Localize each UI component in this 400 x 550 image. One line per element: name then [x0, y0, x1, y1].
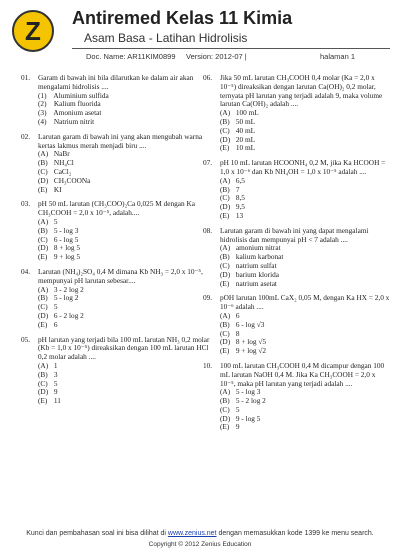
- option-letter: (A): [220, 310, 231, 320]
- answer-option: [220, 194, 392, 203]
- option-text: 20 mL: [235, 134, 256, 144]
- footer-note: [0, 530, 400, 537]
- answer-option: [220, 212, 392, 221]
- option-text: 8: [235, 328, 240, 338]
- option-letter: (B): [220, 116, 230, 126]
- question-item: [203, 360, 392, 432]
- question-stem: Larutan (NH₄)₂SO₄ 0,4 M dimana Kb NH₃ = 2,0 x 10⁻⁵, mempunyai pH larutan sebesar....: [38, 266, 203, 285]
- answer-option: [38, 321, 210, 330]
- document-subtitle: Asam Basa - Latihan Hidrolisis: [84, 31, 248, 45]
- option-letter: (D): [38, 310, 49, 320]
- option-text: 8 + log √5: [235, 337, 267, 347]
- option-letter: (4): [38, 116, 47, 126]
- answer-option: [220, 280, 392, 289]
- question-number: 04.: [21, 266, 31, 276]
- right-question-column: [203, 73, 392, 438]
- option-letter: (C): [38, 378, 48, 388]
- option-text: kalium karbonat: [235, 252, 284, 262]
- option-text: 5 - log 3: [53, 225, 79, 235]
- option-letter: (E): [220, 143, 230, 153]
- option-letter: (E): [220, 346, 230, 356]
- option-text: 5 - log 3: [235, 387, 261, 397]
- option-letter: (A): [220, 108, 231, 118]
- answer-option: [38, 177, 210, 186]
- option-text: KI: [53, 184, 62, 194]
- footer-text-pre: Kunci dan pembahasan soal ini bisa dilihat di: [26, 530, 166, 537]
- question-number: 10.: [203, 360, 213, 370]
- option-letter: (A): [38, 216, 49, 226]
- option-letter: (D): [38, 387, 49, 397]
- option-text: 9: [53, 387, 58, 397]
- option-letter: (2): [38, 99, 47, 109]
- answer-option: [220, 415, 392, 424]
- question-item: [21, 73, 213, 127]
- doc-version: Version: 2012-07 |: [186, 52, 247, 61]
- option-text: 7: [235, 184, 240, 194]
- page-number: halaman 1: [320, 52, 356, 61]
- question-stem: 100 mL larutan CH₃COOH 0,4 M dicampur dengan 100 mL larutan NaOH 0,4 M. Jika Ka CH₃COOH = 2,0 x 10⁻⁵, maka pH larutan yang terjadi adalah ....: [220, 360, 385, 388]
- question-item: [203, 73, 392, 153]
- option-text: 9: [235, 422, 240, 432]
- question-number: 08.: [203, 225, 213, 235]
- option-letter: (B): [38, 158, 48, 168]
- option-text: 5: [53, 378, 58, 388]
- option-letter: (E): [38, 184, 48, 194]
- option-letter: (B): [220, 184, 230, 194]
- answer-option: [220, 186, 392, 195]
- answer-option: [220, 347, 392, 356]
- question-item: [203, 158, 392, 221]
- option-text: 3: [53, 369, 58, 379]
- option-text: 5: [53, 216, 58, 226]
- question-stem: pH 10 mL larutan HCOONH₄ 0,2 M, jika Ka HCOOH = 1,0 x 10⁻⁶ dan Kb NH₄OH = 1,0 x 10⁻⁵ adalah ....: [220, 158, 386, 176]
- option-text: NH₄Cl: [53, 158, 74, 168]
- option-text: barium klorida: [235, 269, 279, 279]
- option-letter: (B): [38, 293, 48, 303]
- question-number: 03.: [21, 199, 31, 209]
- question-stem: pH larutan yang terjadi bila 100 mL larutan NH₃ 0,2 molar (Kb = 1,0 x 10⁻⁵) direaksikan dengan 100 mL larutan HCl 0,2 molar adalah ....: [38, 334, 210, 362]
- zenius-logo-icon: [12, 10, 54, 52]
- option-text: 3 - 2 log 2: [53, 284, 84, 294]
- question-number: 07.: [203, 158, 213, 168]
- option-text: 6 - log 5: [53, 234, 79, 244]
- question-item: [21, 131, 213, 195]
- option-text: 50 mL: [235, 116, 256, 126]
- option-text: 11: [53, 396, 61, 406]
- option-letter: (C): [220, 125, 230, 135]
- option-text: Natrium nitrit: [53, 116, 95, 126]
- question-number: 02.: [21, 131, 31, 141]
- option-text: natrium asetat: [235, 278, 277, 288]
- option-text: 9 + log 5: [53, 252, 81, 262]
- left-question-column: [21, 73, 213, 412]
- option-letter: (A): [220, 243, 231, 253]
- footer-text-post: dengan memasukkan kode 1399 ke menu search.: [218, 530, 374, 537]
- option-letter: (D): [220, 413, 231, 423]
- option-text: 6: [235, 310, 240, 320]
- question-stem: pH 50 mL larutan (CH₃COO)₂Ca 0,025 M dengan Ka CH₃COOH = 2,0 x 10⁻⁵, adalah....: [38, 199, 196, 218]
- question-number: 01.: [21, 73, 31, 82]
- option-text: Kalium fluorida: [53, 99, 101, 109]
- answer-option: [220, 144, 392, 153]
- question-number: 06.: [203, 73, 213, 82]
- option-text: 9 - log 5: [235, 413, 261, 423]
- option-letter: (E): [38, 396, 48, 406]
- option-letter: (A): [38, 360, 49, 370]
- option-letter: (E): [220, 278, 230, 288]
- question-item: [21, 266, 213, 330]
- option-text: CH₃COONa: [53, 175, 91, 185]
- option-text: 1: [53, 360, 58, 370]
- option-text: Aluminium sulfida: [53, 90, 109, 100]
- answer-option: [220, 321, 392, 330]
- option-text: 5: [235, 404, 240, 414]
- option-letter: (D): [38, 243, 49, 253]
- option-letter: (C): [220, 328, 230, 338]
- answer-option: [38, 380, 210, 389]
- option-text: 6: [53, 319, 58, 329]
- option-text: 6 - log √3: [235, 319, 265, 329]
- question-item: [203, 293, 392, 356]
- answer-option: [38, 388, 210, 397]
- header: [0, 0, 400, 62]
- option-text: Amonium asetat: [53, 108, 102, 118]
- option-text: 5 - 2 log 2: [235, 396, 266, 406]
- question-stem: pOH larutan 100mL CaX₂ 0,05 M, dengan Ka HX = 2,0 x 10⁻⁶ adalah ....: [220, 293, 390, 312]
- option-letter: (E): [220, 210, 230, 220]
- option-letter: (C): [38, 166, 48, 176]
- option-text: 40 mL: [235, 125, 256, 135]
- option-text: 8,5: [235, 193, 245, 203]
- option-letter: (E): [220, 422, 230, 432]
- option-letter: (B): [220, 319, 230, 329]
- option-text: 5 - log 2: [53, 293, 79, 303]
- answer-option: [38, 186, 210, 195]
- question-item: [21, 334, 213, 406]
- question-number: 05.: [21, 334, 31, 344]
- option-letter: (E): [38, 319, 48, 329]
- option-letter: (D): [220, 202, 231, 212]
- doc-name: Doc. Name: AR11KIM0899: [86, 52, 176, 61]
- option-letter: (B): [38, 369, 48, 379]
- option-letter: (E): [38, 252, 48, 262]
- option-letter: (D): [38, 175, 49, 185]
- answer-option: [220, 203, 392, 212]
- question-stem: Larutan garam di bawah ini yang akan mengubah warna kertas lakmus merah menjadi biru ....: [38, 131, 203, 150]
- option-letter: (1): [38, 90, 47, 100]
- option-letter: (B): [38, 225, 48, 235]
- question-stem: Jika 50 mL larutan CH₃COOH 0,4 molar (Ka = 2,0 x 10⁻⁵) direaksikan dengan larutan Ca(OH)₂ 0,2 molar, ternyata pH larutan yang terjadi adalah 9, maka volume larutan Ca(OH)₂ adalah ....: [220, 73, 383, 109]
- header-divider: [72, 48, 390, 49]
- option-text: 5: [53, 302, 58, 312]
- option-letter: (A): [220, 175, 231, 185]
- copyright: Copyright © 2012 Zenius Education: [148, 541, 252, 548]
- answer-option: [38, 293, 213, 303]
- option-text: CaCl₂: [53, 166, 72, 176]
- question-stem: Garam di bawah ini bila dilarutkan ke dalam air akan mengalami hidrolisis ....: [38, 73, 194, 91]
- answer-option: [38, 118, 210, 127]
- option-letter: (A): [38, 149, 49, 159]
- option-text: amonium nitrat: [235, 243, 281, 253]
- question-stem: Larutan garam di bawah ini yang dapat mengalami hidrolisis dan mempunyai pH < 7 adalah ....: [220, 225, 369, 244]
- option-text: 9 + log √2: [235, 346, 267, 356]
- logo-letter: Z: [25, 16, 41, 46]
- option-text: NaBr: [53, 149, 70, 159]
- option-text: 6 - 2 log 2: [53, 310, 84, 320]
- answer-option: [38, 253, 210, 262]
- option-letter: (C): [220, 260, 230, 270]
- option-letter: (3): [38, 108, 47, 118]
- option-text: 100 mL: [235, 108, 259, 118]
- option-letter: (C): [220, 404, 230, 414]
- answer-option: [220, 423, 392, 432]
- option-text: 13: [235, 210, 244, 220]
- option-letter: (D): [220, 337, 231, 347]
- option-letter: (B): [220, 396, 230, 406]
- option-text: 6,5: [235, 175, 245, 185]
- option-letter: (C): [38, 234, 48, 244]
- question-item: [203, 225, 392, 289]
- option-text: 10 mL: [235, 143, 256, 153]
- answer-option: [220, 177, 392, 186]
- document-title: Antiremed Kelas 11 Kimia: [72, 8, 293, 28]
- answer-option: [38, 371, 210, 380]
- option-letter: (D): [220, 134, 231, 144]
- zenius-link[interactable]: www.zenius.net: [167, 530, 217, 537]
- option-letter: (A): [220, 387, 231, 397]
- option-letter: (A): [38, 284, 49, 294]
- question-item: [21, 199, 213, 262]
- option-letter: (C): [220, 193, 230, 203]
- question-number: 09.: [203, 293, 213, 303]
- option-letter: (C): [38, 302, 48, 312]
- option-text: natrium sulfat: [235, 260, 277, 270]
- option-letter: (D): [220, 269, 231, 279]
- answer-option: [38, 360, 213, 371]
- option-text: 9,5: [235, 202, 245, 212]
- option-letter: (B): [220, 252, 230, 262]
- answer-option: [38, 312, 210, 321]
- option-text: 8 + log 5: [53, 243, 81, 253]
- answer-option: [220, 397, 392, 406]
- answer-option: [38, 397, 210, 406]
